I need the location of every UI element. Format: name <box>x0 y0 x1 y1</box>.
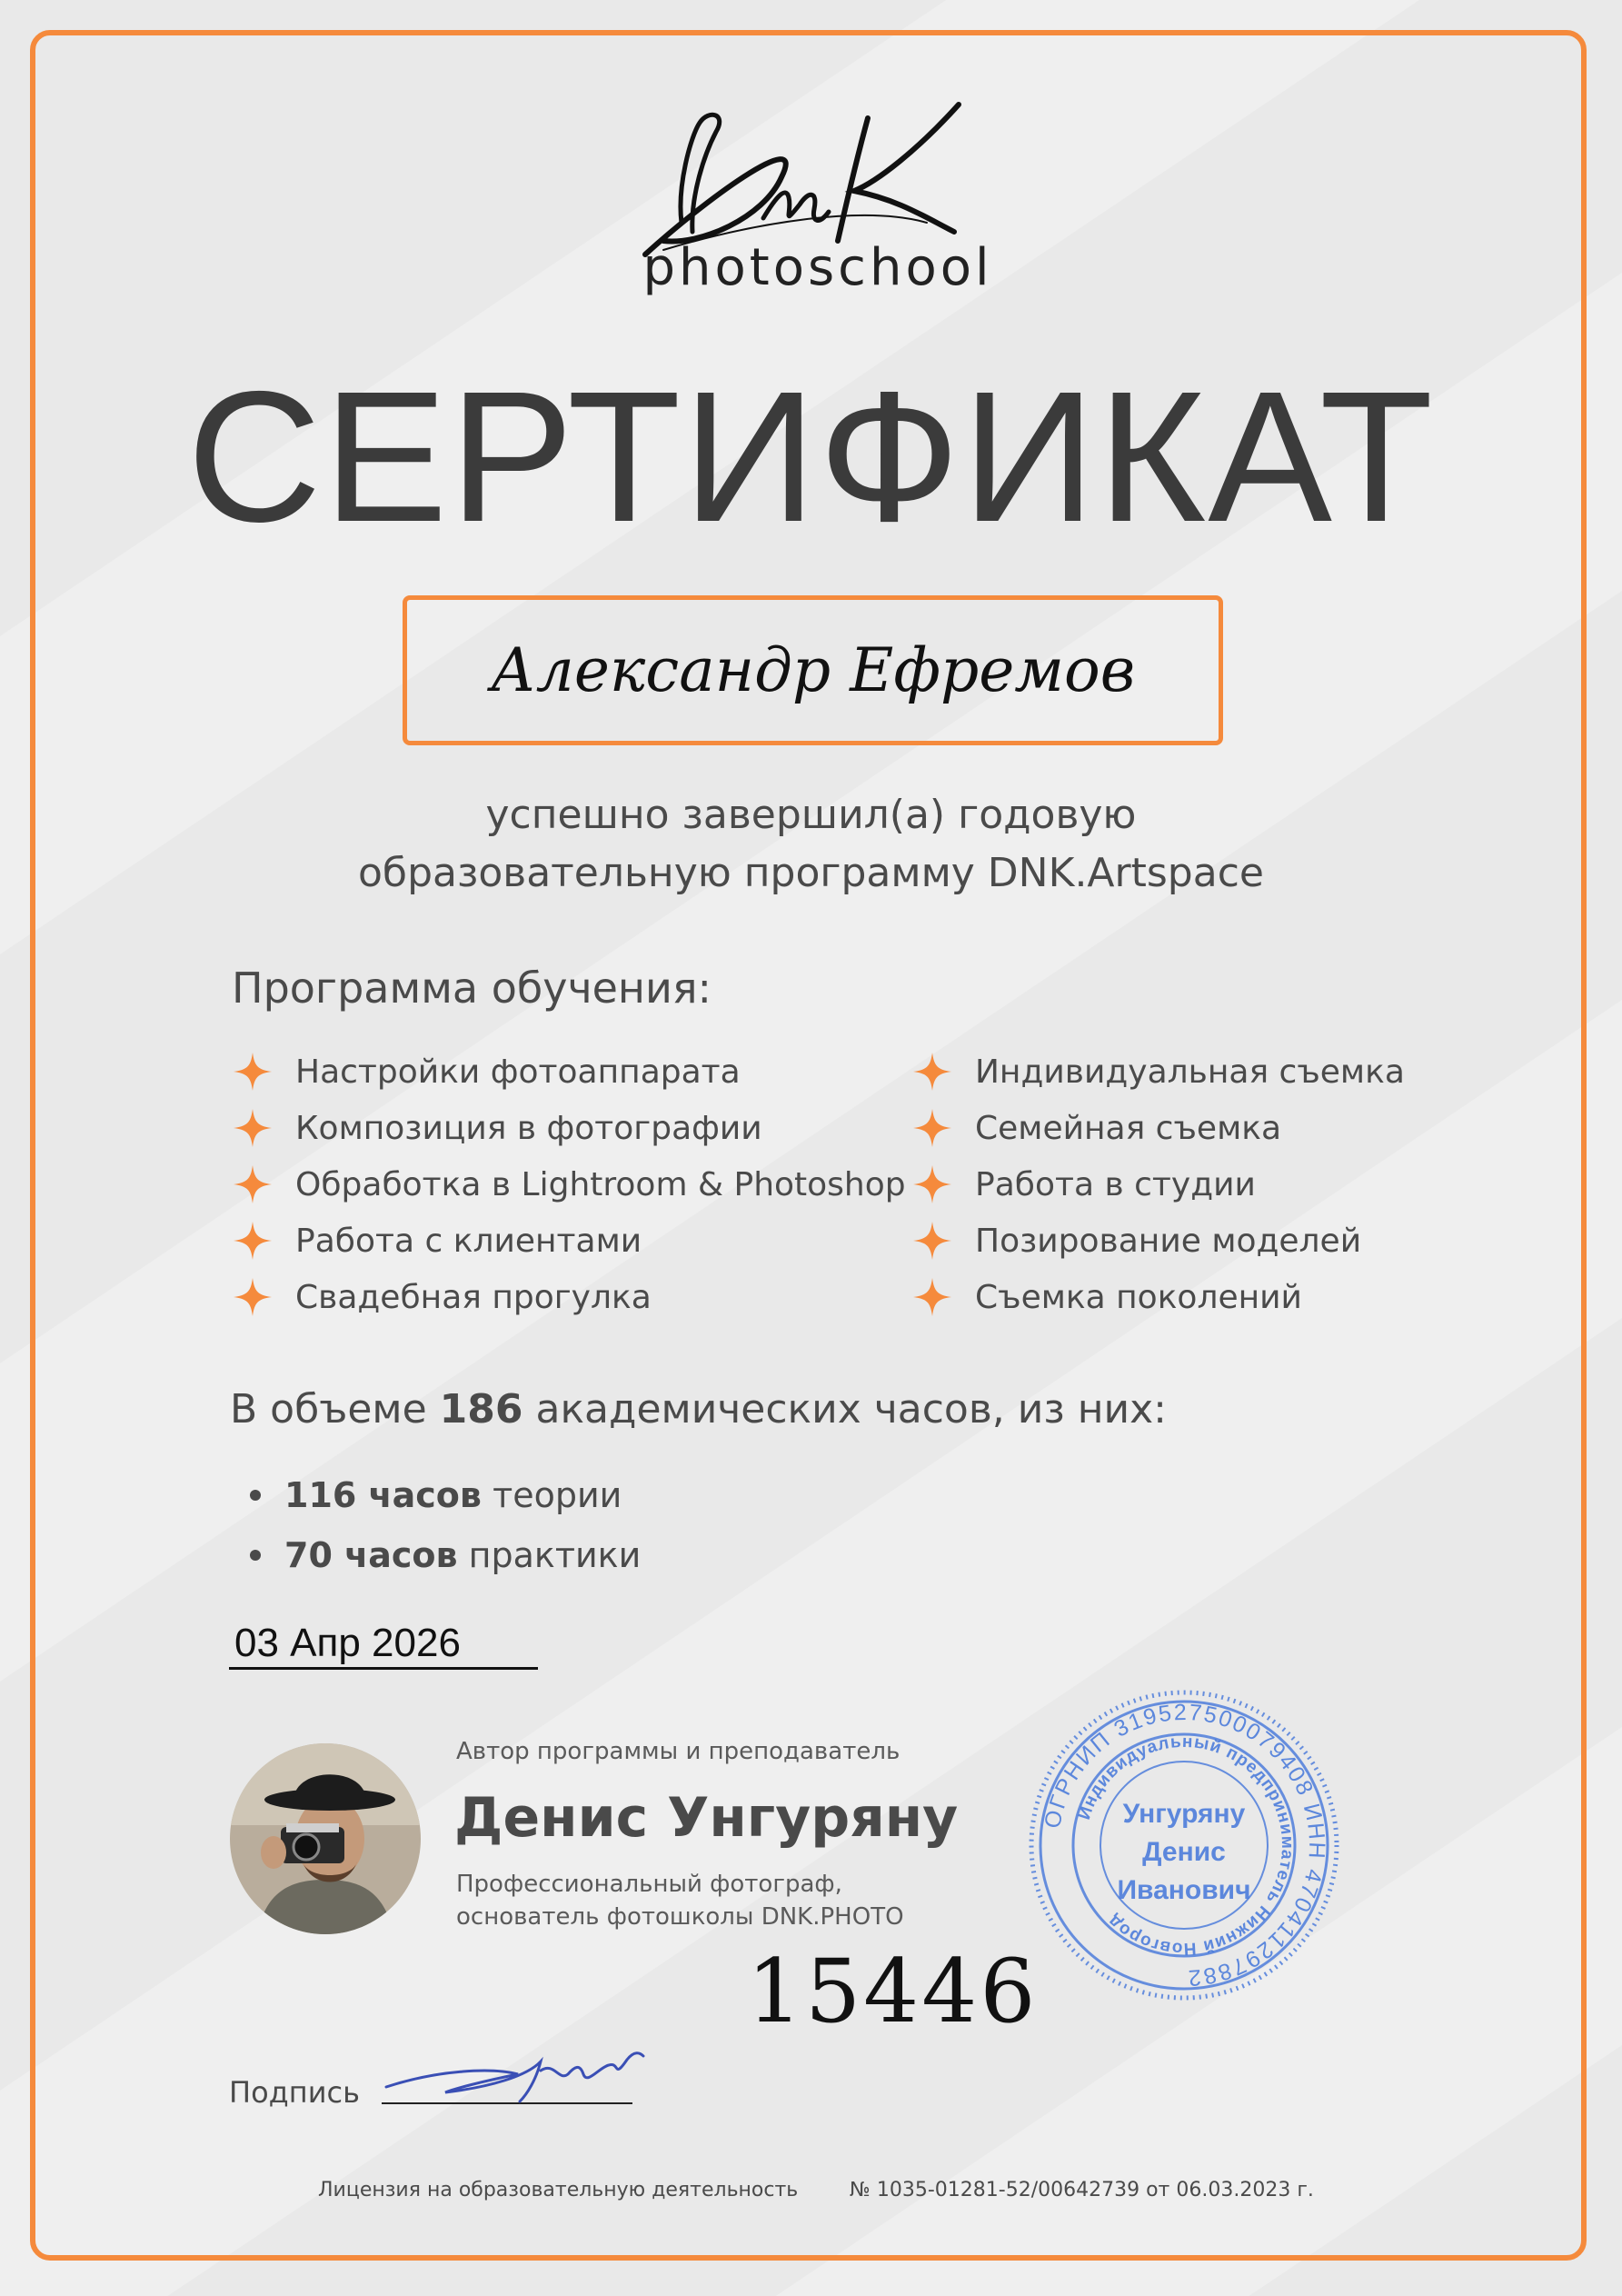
program-item <box>232 1100 906 1156</box>
handwritten-signature <box>382 2034 645 2107</box>
author-role: Автор программы и преподаватель <box>456 1738 901 1765</box>
program-heading: Программа обучения: <box>232 963 712 1013</box>
program-item-label: Композиция в фотографии <box>295 1109 762 1147</box>
program-list-right <box>911 1043 1405 1325</box>
four-point-star-icon <box>911 1220 953 1262</box>
four-point-star-icon <box>232 1051 274 1093</box>
completion-text <box>0 786 1622 903</box>
stamp-inner-text: Индивидуальный предприниматель Нижний Новгород <box>1074 1732 1298 1959</box>
program-item <box>911 1213 1405 1269</box>
logo-subtitle: photoschool <box>642 238 993 297</box>
program-item-label: Обработка в Lightroom & Photoshop <box>295 1165 906 1203</box>
author-description <box>456 1868 904 1933</box>
practice-hours-value: 70 часов <box>284 1535 458 1575</box>
hours-prefix: В объеме <box>230 1386 427 1433</box>
signature-label: Подпись <box>229 2075 360 2110</box>
license-label: Лицензия на образовательную деятельность <box>318 2179 799 2201</box>
program-item-label: Позирование моделей <box>975 1222 1362 1260</box>
completion-line-1: успешно завершил(а) годовую <box>485 792 1137 838</box>
program-item-label: Настройки фотоаппарата <box>295 1053 741 1091</box>
stamp-name-line-3: Иванович <box>1117 1875 1251 1905</box>
recipient-name: Александр Ефремов <box>490 635 1136 705</box>
stamp-name-line-2: Денис <box>1142 1837 1226 1867</box>
program-item-label: Работа в студии <box>975 1165 1256 1203</box>
stamp-name-line-1: Унгуряну <box>1122 1799 1246 1829</box>
program-item <box>232 1213 906 1269</box>
program-item <box>911 1156 1405 1213</box>
dot-icon <box>250 1550 261 1561</box>
four-point-star-icon <box>232 1220 274 1262</box>
program-item <box>911 1269 1405 1325</box>
hours-summary <box>230 1386 1167 1433</box>
recipient-name-box <box>403 595 1223 745</box>
four-point-star-icon <box>911 1107 953 1149</box>
four-point-star-icon <box>232 1276 274 1318</box>
program-item-label: Индивидуальная съемка <box>975 1053 1405 1091</box>
stamp-outer-text: ОГРНИП 319527500079408 ИНН 470411297882 <box>1040 1699 1330 1992</box>
four-point-star-icon <box>232 1163 274 1205</box>
program-item <box>232 1156 906 1213</box>
program-item <box>911 1100 1405 1156</box>
serial-number: 15446 <box>747 1941 1039 2042</box>
program-item-label: Свадебная прогулка <box>295 1278 652 1316</box>
dot-icon <box>250 1490 261 1501</box>
stamp-center-text <box>1025 1795 1343 1910</box>
hours-breakdown <box>250 1465 641 1585</box>
program-item <box>232 1269 906 1325</box>
hours-total: 186 <box>439 1386 523 1433</box>
author-description-line-1: Профессиональный фотограф, <box>456 1871 842 1898</box>
program-item-label: Работа с клиентами <box>295 1222 642 1260</box>
author-avatar <box>230 1743 421 1934</box>
program-item <box>911 1043 1405 1100</box>
hours-suffix: академических часов, из них: <box>535 1386 1167 1433</box>
author-name: Денис Унгуряну <box>454 1786 959 1850</box>
four-point-star-icon <box>232 1107 274 1149</box>
theory-hours-label: теории <box>493 1475 622 1515</box>
issue-date: 03 Апр 2026 <box>229 1621 538 1670</box>
theory-hours <box>250 1465 641 1525</box>
four-point-star-icon <box>911 1276 953 1318</box>
completion-line-2: образовательную программу DNK.Artspace <box>358 850 1264 896</box>
license-number: № 1035-01281-52/00642739 от 06.03.2023 г. <box>850 2179 1314 2201</box>
practice-hours <box>250 1525 641 1585</box>
four-point-star-icon <box>911 1163 953 1205</box>
author-description-line-2: основатель фотошколы DNK.PHOTO <box>456 1903 904 1931</box>
program-list-left <box>232 1043 906 1325</box>
program-item-label: Семейная съемка <box>975 1109 1282 1147</box>
program-item <box>232 1043 906 1100</box>
practice-hours-label: практики <box>468 1535 642 1575</box>
theory-hours-value: 116 часов <box>284 1475 482 1515</box>
program-item-label: Съемка поколений <box>975 1278 1302 1316</box>
certificate-title: СЕРТИФИКАТ <box>186 353 1436 561</box>
four-point-star-icon <box>911 1051 953 1093</box>
